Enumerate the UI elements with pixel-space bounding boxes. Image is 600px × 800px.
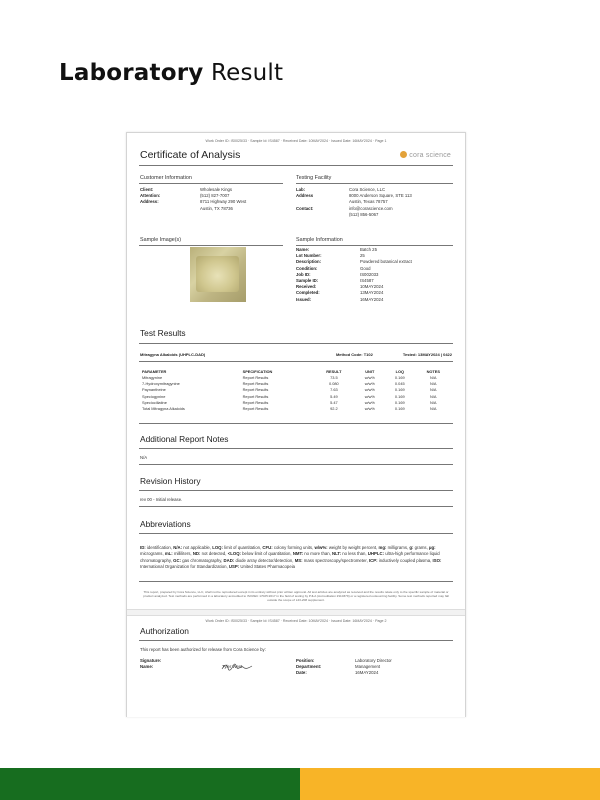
abbr-term: <LOQ: bbox=[227, 551, 241, 557]
abbr-definition: United States Pharmacopeia bbox=[240, 563, 296, 569]
footer-bar-yellow bbox=[300, 768, 600, 800]
table-cell: 7-Hydroxymitragynine bbox=[142, 381, 180, 387]
revision-title: Revision History bbox=[140, 476, 201, 486]
abbr-term: NMT: bbox=[292, 551, 304, 557]
table-cell: N/A bbox=[430, 381, 437, 387]
field-value: 8711 Highway 290 West Austin, TX 78736 bbox=[200, 199, 247, 211]
abbr-term: w/w%: bbox=[314, 545, 328, 550]
field-label: Address: bbox=[140, 199, 159, 205]
abbr-title: Abbreviations bbox=[140, 519, 191, 529]
field-value: 16MAY2024 bbox=[360, 296, 384, 302]
field-label: Name: bbox=[296, 247, 310, 252]
abbr-term: NLT: bbox=[332, 551, 342, 557]
abbr-definition: milliliters, bbox=[173, 551, 192, 557]
sample-images-title: Sample Image(s) bbox=[140, 237, 182, 243]
field-label: Position: bbox=[296, 658, 315, 663]
abbr-definition: micrograms, bbox=[140, 551, 164, 557]
abbr-term: CFU: bbox=[262, 545, 273, 550]
page-break bbox=[127, 609, 465, 616]
abbreviations-text bbox=[140, 545, 452, 570]
table-cell: w/w% bbox=[364, 393, 375, 399]
field-label: Client: bbox=[140, 187, 154, 192]
table-header: PARAMETER bbox=[142, 369, 167, 374]
field-label: Department: bbox=[296, 664, 322, 670]
lab-logo bbox=[400, 151, 451, 159]
field-value: Tyler West bbox=[222, 664, 243, 670]
table-cell: w/w% bbox=[364, 399, 375, 405]
field-label: Lot Number: bbox=[296, 253, 322, 259]
table-cell: Paynantheine bbox=[142, 387, 166, 393]
abbr-definition: below limit of quantitation, bbox=[242, 551, 292, 557]
abbr-term: g: bbox=[409, 545, 414, 550]
abbr-term: ICP: bbox=[368, 557, 378, 563]
field-value: (512) 827-7007 bbox=[200, 193, 230, 199]
abbr-term: LOQ: bbox=[212, 545, 223, 550]
table-row bbox=[140, 406, 452, 412]
abbr-definition: International Organization for Standardization, bbox=[140, 563, 228, 569]
table-cell: N/A bbox=[430, 375, 437, 380]
field-value: info@corascience.com (512) 856-5067 bbox=[349, 205, 393, 217]
heading-bold: Laboratory bbox=[59, 60, 204, 86]
field-value: Management bbox=[355, 664, 381, 670]
table-header: RESULT bbox=[326, 369, 342, 374]
sample-info-title: Sample Information bbox=[296, 237, 343, 243]
testing-facility-title: Testing Facility bbox=[296, 175, 332, 181]
table-cell: N/A bbox=[430, 393, 437, 399]
abbr-definition: limit of quantitation, bbox=[224, 545, 262, 550]
abbr-term: MS: bbox=[294, 557, 303, 563]
authorization-text: This report has been authorized for release from Cora Science by: bbox=[140, 647, 266, 652]
field-label: Condition: bbox=[296, 265, 318, 271]
abbr-term: USP: bbox=[228, 563, 240, 569]
table-cell: w/w% bbox=[364, 406, 375, 412]
table-cell: 5.49 bbox=[330, 393, 338, 399]
field-label: Attention: bbox=[140, 193, 161, 199]
field-value: Cora Science, LLC bbox=[349, 187, 386, 192]
table-cell: 0.045 bbox=[394, 381, 405, 387]
table-cell: 0.169 bbox=[394, 399, 405, 405]
authorization-title: Authorization bbox=[140, 626, 189, 636]
abbr-term: UHPLC: bbox=[367, 551, 385, 557]
method-row bbox=[140, 352, 452, 357]
abbr-term: DAD: bbox=[223, 557, 235, 563]
abbr-definition: inductively coupled plasma, bbox=[378, 557, 432, 563]
field-label: Name: bbox=[140, 664, 154, 670]
table-cell: 5.47 bbox=[330, 399, 338, 405]
heading-rest: Result bbox=[210, 60, 284, 86]
table-cell: 0.169 bbox=[394, 393, 405, 399]
test-results-title: Test Results bbox=[140, 328, 186, 338]
table-cell: w/w% bbox=[364, 381, 375, 387]
abbr-term: N/A: bbox=[173, 545, 183, 550]
customer-info bbox=[140, 187, 280, 212]
field-label: Job ID: bbox=[296, 271, 311, 277]
field-value: 13MAY2024 bbox=[360, 290, 384, 296]
field-label: Lab: bbox=[296, 187, 306, 192]
table-cell: 92.2 bbox=[330, 406, 338, 412]
abbr-definition: not applicable, bbox=[183, 545, 211, 550]
field-value: Batch 25 bbox=[360, 247, 377, 252]
table-cell: w/w% bbox=[364, 375, 375, 380]
sample-photo bbox=[190, 247, 246, 302]
table-cell: Speciociliatine bbox=[142, 399, 167, 405]
logo-mark-icon bbox=[400, 151, 407, 158]
abbr-term: ISO: bbox=[432, 557, 442, 563]
table-cell: 7.63 bbox=[330, 387, 338, 393]
abbr-definition: gas chromatography, bbox=[182, 557, 223, 563]
table-cell: Report Results bbox=[242, 387, 269, 393]
results-table bbox=[140, 369, 452, 412]
authorization-right bbox=[296, 658, 446, 677]
page1-footer: This report, prepared by Cora Science, LLC, shall not be reproduced except in its entirety without prior written approval. All test articles are analyzed as received and the results relate only to the specific sample of material or product analyzed. Test methods are performed in a laboratory accredited to ISO/IEC 17025:2017 in the field of testing by PJLA (Accreditation #110379) or a registered outsourcing facility. Some test methods reported may fall outside the scope of L23-208 supplement. bbox=[143, 590, 449, 602]
logo-text: cora science bbox=[409, 152, 451, 159]
table-cell: Report Results bbox=[242, 381, 269, 387]
table-cell: 0.169 bbox=[394, 387, 405, 393]
field-label: Received: bbox=[296, 284, 317, 290]
method-name: Mitragyna Alkaloids (UHPLC-DAD) bbox=[140, 352, 206, 357]
abbr-term: ND: bbox=[192, 551, 201, 557]
field-value: Wholesale Kings bbox=[200, 187, 233, 192]
table-cell: 73.5 bbox=[330, 375, 338, 380]
field-label: Contact: bbox=[296, 205, 314, 211]
abbr-term: µg: bbox=[428, 545, 436, 550]
field-value: 16MAY2024 bbox=[355, 670, 379, 676]
field-value: Laboratory Director bbox=[355, 658, 392, 663]
table-cell: Total Mitragyna Alkaloids bbox=[142, 406, 185, 412]
testing-facility-info bbox=[296, 187, 446, 218]
field-label: Address bbox=[296, 193, 314, 199]
table-cell: Report Results bbox=[242, 406, 269, 412]
field-label: Description: bbox=[296, 259, 322, 265]
table-cell: Report Results bbox=[242, 399, 269, 405]
authorization-left bbox=[140, 658, 280, 670]
field-label: Completed: bbox=[296, 290, 320, 296]
table-cell: Report Results bbox=[242, 393, 269, 399]
abbr-definition: no more than, bbox=[304, 551, 331, 557]
field-label: Date: bbox=[296, 670, 307, 676]
field-value: Powdered botanical extract bbox=[360, 259, 412, 265]
field-value: IS4587 bbox=[360, 278, 374, 284]
table-header: LOQ bbox=[395, 369, 404, 374]
signature-image bbox=[221, 663, 253, 671]
abbr-term: ID: bbox=[140, 545, 146, 550]
certificate-title: Certificate of Analysis bbox=[140, 149, 241, 161]
table-cell: Report Results bbox=[242, 375, 269, 380]
page2-header: Work Order ID: IS0025/33 · Sample Id: IS4587 · Received Date: 10MAY2024 · Issued Date: 16MAY2024 · Page 2 bbox=[205, 619, 387, 623]
table-header: NOTES bbox=[426, 369, 440, 374]
certificate-document bbox=[126, 132, 466, 717]
abbr-term: mL: bbox=[164, 551, 173, 557]
table-cell: 0.169 bbox=[394, 375, 405, 380]
abbr-term: GC: bbox=[173, 557, 182, 563]
abbr-term: mg: bbox=[378, 545, 387, 550]
field-value: 10MAY2024 bbox=[360, 284, 384, 290]
page1-header: Work Order ID: IS0025/33 · Sample Id: IS4587 · Received Date: 10MAY2024 · Issued Date: 16MAY2024 · Page 1 bbox=[205, 139, 387, 143]
table-header: UNIT bbox=[365, 369, 375, 374]
abbr-definition: weight by weight percent, bbox=[328, 545, 378, 550]
method-tested: Tested: 13MAY2024 | 0422 bbox=[402, 352, 452, 357]
table-header: SPECIFICATION bbox=[242, 369, 273, 374]
field-label: Issued: bbox=[296, 296, 312, 302]
abbr-definition: mass spectroscopy/spectrometer, bbox=[303, 557, 368, 563]
abbr-definition: grams, bbox=[414, 545, 428, 550]
table-cell: 0.169 bbox=[394, 406, 405, 412]
abbr-definition: not detected, bbox=[201, 551, 227, 557]
customer-info-title: Customer Information bbox=[140, 175, 192, 181]
table-cell: w/w% bbox=[364, 387, 375, 393]
revision-text: rev 00 - Initial release. bbox=[140, 497, 183, 502]
table-cell: N/A bbox=[430, 387, 437, 393]
table-cell: Mitragynine bbox=[142, 375, 163, 380]
field-label: Sample ID: bbox=[296, 278, 319, 284]
abbr-definition: diode array detector/detection, bbox=[235, 557, 294, 563]
table-cell: N/A bbox=[430, 406, 437, 412]
field-value: 8000 Anderson Square, STE 113 Austin, Texas 78757 bbox=[349, 193, 412, 205]
abbr-definition: no less than, bbox=[342, 551, 367, 557]
abbr-definition: colony forming units, bbox=[273, 545, 314, 550]
field-value: IS002033 bbox=[360, 271, 379, 277]
sample-info bbox=[296, 247, 446, 303]
method-code: Method Code: T102 bbox=[335, 352, 373, 357]
table-cell: N/A bbox=[430, 399, 437, 405]
abbr-definition: milligrams, bbox=[387, 545, 409, 550]
field-value: Good bbox=[360, 265, 371, 271]
footer-bar-green bbox=[0, 768, 300, 800]
abbr-definition: ultra-high performance liquid chromatography, bbox=[140, 551, 440, 563]
abbr-definition: identification, bbox=[146, 545, 173, 550]
table-cell: Speciogynine bbox=[142, 393, 166, 399]
table-cell: 0.080 bbox=[328, 381, 339, 387]
notes-title: Additional Report Notes bbox=[140, 434, 229, 444]
page-heading bbox=[59, 60, 283, 86]
notes-text: N/A bbox=[140, 455, 148, 460]
field-value: 25 bbox=[360, 253, 365, 259]
field-label: Signature: bbox=[140, 658, 162, 663]
